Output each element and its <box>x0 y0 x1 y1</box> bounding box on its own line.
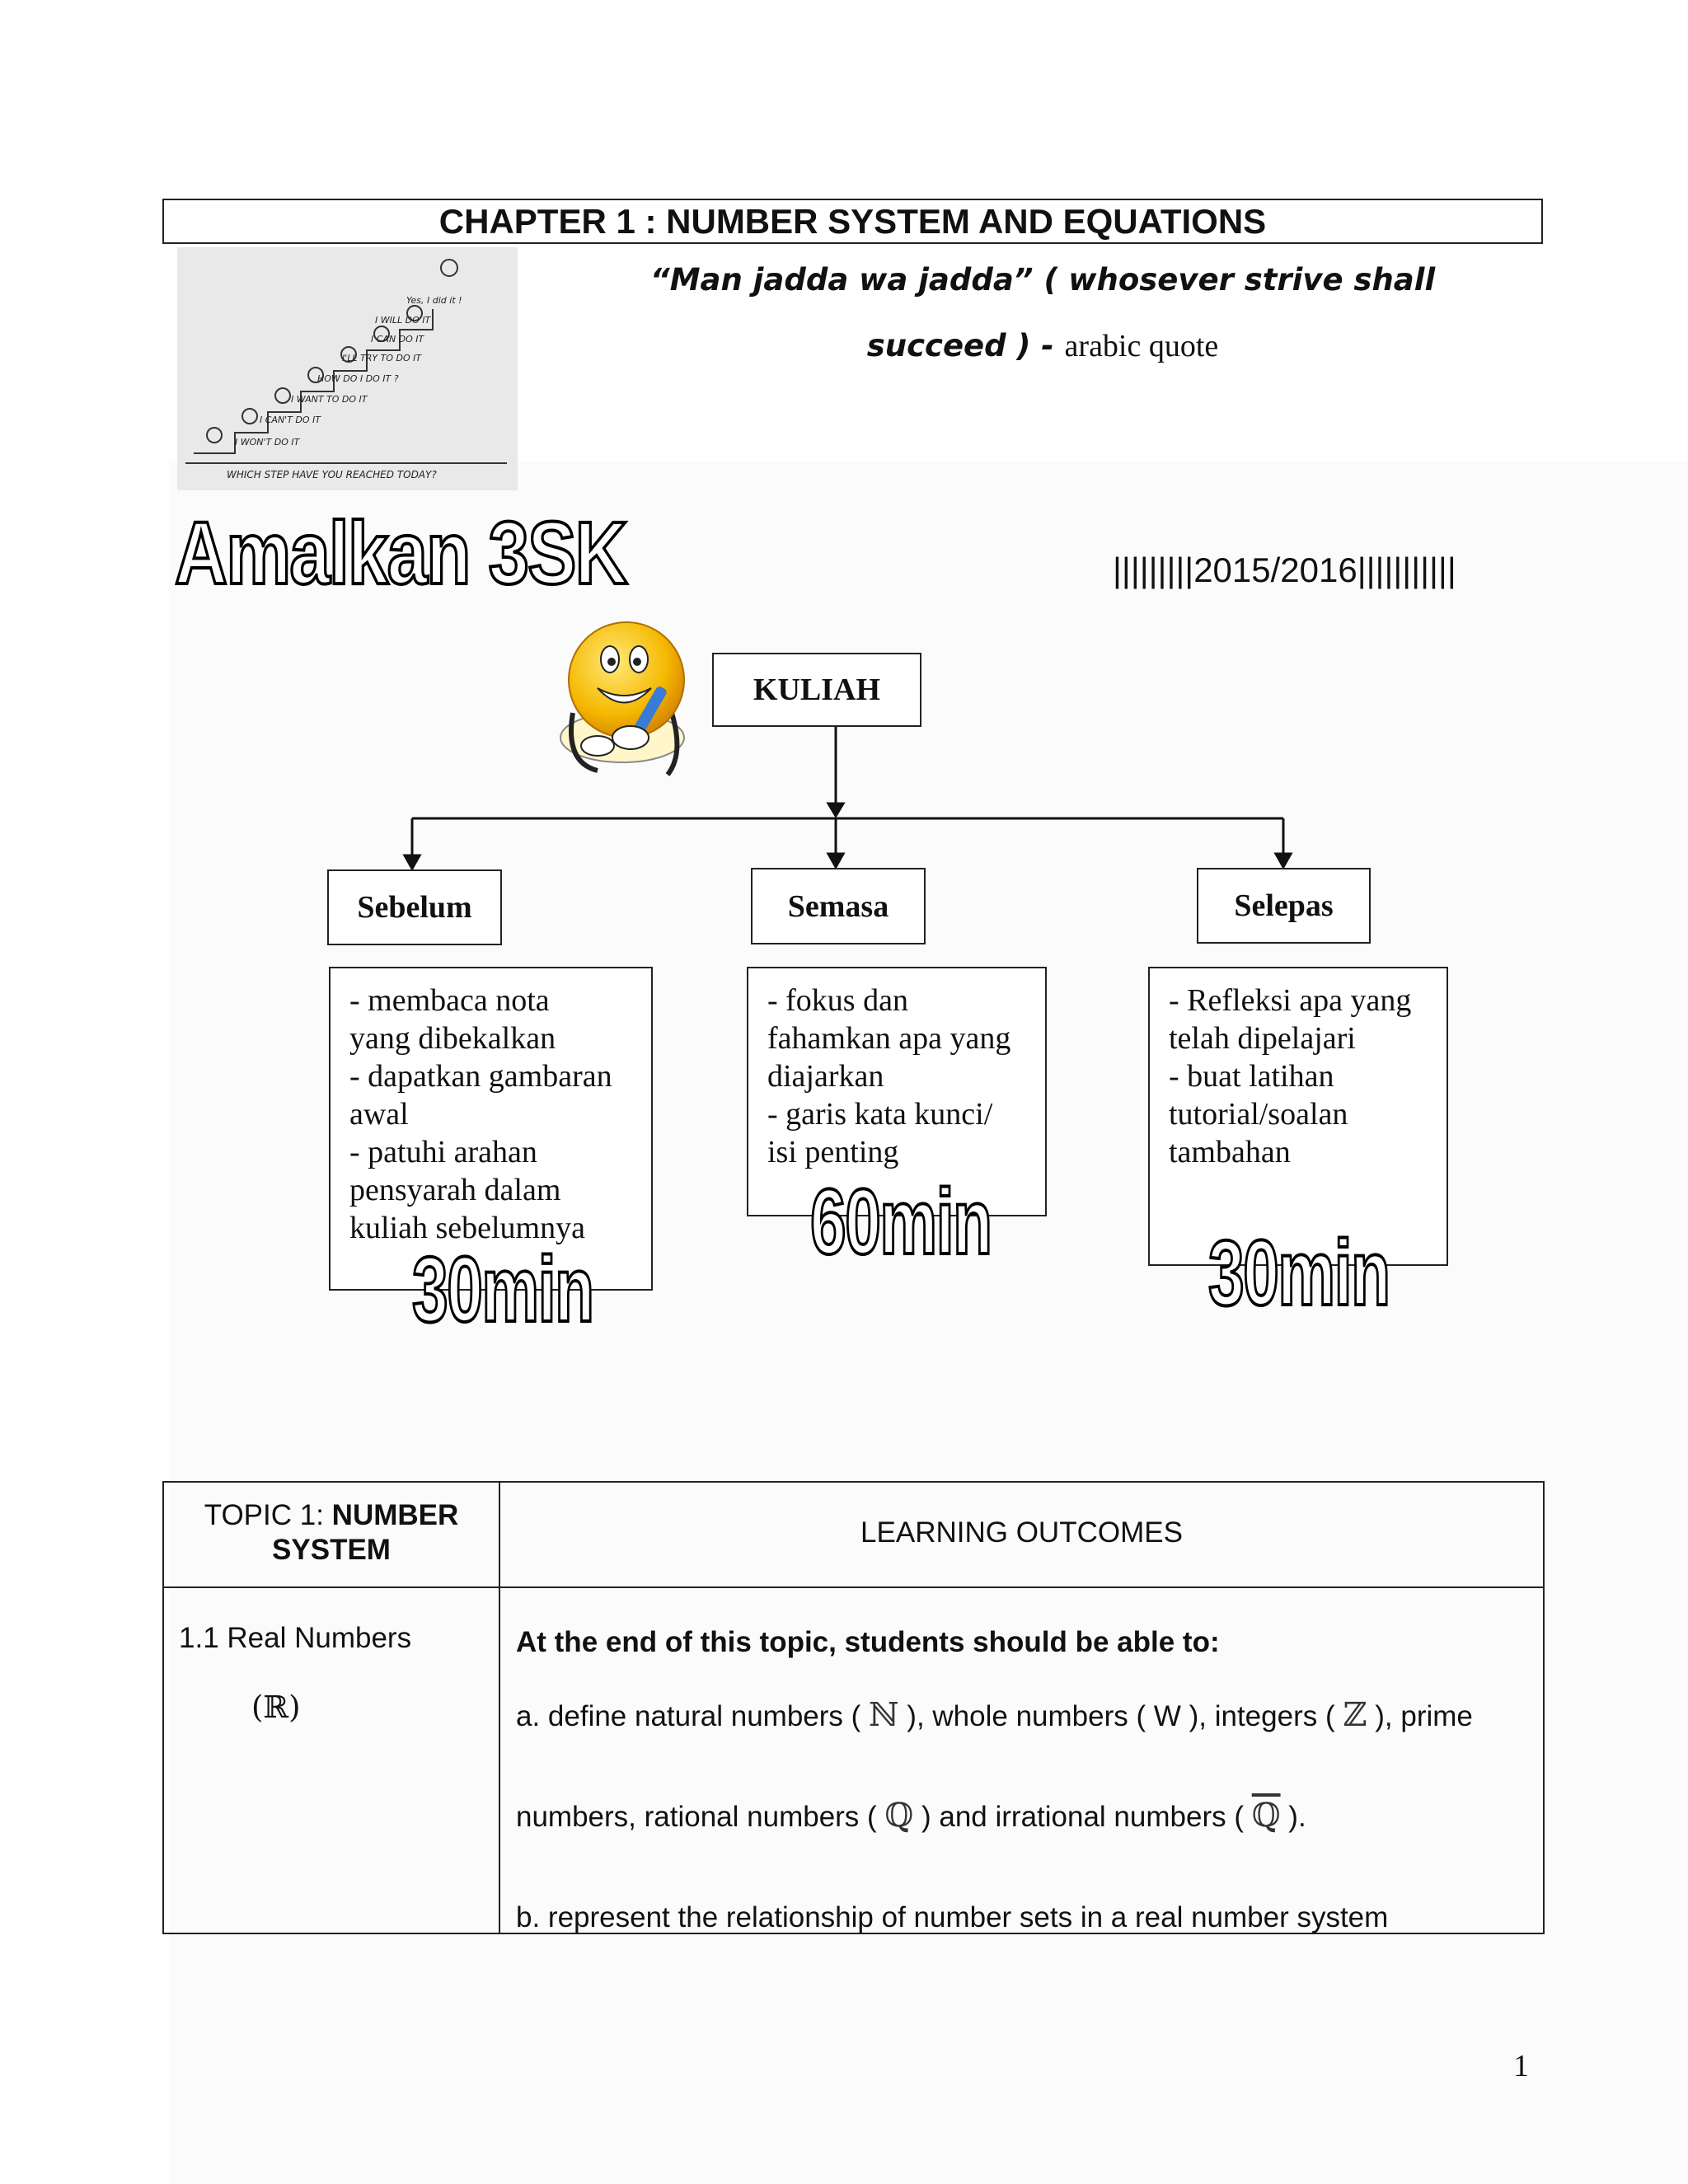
outcome-a-text-1: a. define natural numbers ( <box>516 1700 870 1732</box>
semasa-line: fahamkan apa yang <box>767 1021 1011 1056</box>
step-1-label: I WON'T DO IT <box>235 437 300 448</box>
step-2-label: I CAN'T DO IT <box>260 415 321 425</box>
rational-numbers-symbol: ℚ <box>884 1797 914 1835</box>
sebelum-line: awal <box>349 1097 409 1132</box>
outcomes-header: LEARNING OUTCOMES <box>860 1516 1183 1549</box>
table-header-divider <box>162 1586 1545 1588</box>
outcome-a-text-3: ), prime <box>1367 1700 1473 1732</box>
outcome-a-text-4: numbers, rational numbers ( <box>516 1801 885 1833</box>
selepas-line: tutorial/soalan <box>1169 1097 1348 1132</box>
stairs-caption: WHICH STEP HAVE YOU REACHED TODAY? <box>227 469 437 480</box>
semasa-duration: 60min <box>810 1170 992 1273</box>
quote-source: arabic quote <box>1064 329 1219 363</box>
topic-header <box>171 1498 492 1568</box>
quote-line-1: “Man jadda wa jadda” ( whosever strive shall <box>649 262 1436 298</box>
selepas-line: telah dipelajari <box>1169 1021 1356 1056</box>
integers-symbol: ℤ <box>1343 1696 1367 1734</box>
subtopic-label: 1.1 Real Numbers <box>179 1622 412 1654</box>
step-3-label: I WANT TO DO IT <box>291 394 368 405</box>
topic-prefix: TOPIC 1: <box>204 1499 332 1531</box>
outcome-a-text-5: ) and irrational numbers ( <box>913 1801 1252 1833</box>
real-numbers-symbol: (ℝ) <box>251 1690 301 1725</box>
step-5-label: I'LL TRY TO DO IT <box>342 353 422 363</box>
sebelum-line: - membaca nota <box>349 983 550 1018</box>
outcome-b: b. represent the relationship of number sets in a real number system <box>516 1901 1389 1933</box>
selepas-line: - Refleksi apa yang <box>1169 983 1412 1018</box>
outcomes-intro: At the end of this topic, students should be able to: <box>516 1626 1220 1658</box>
slogan-amalkan-3sk: Amalkan 3SK <box>175 503 627 602</box>
quote-line-2-text: succeed ) - <box>866 328 1054 363</box>
natural-numbers-symbol: ℕ <box>869 1696 899 1734</box>
sebelum-line: pensyarah dalam <box>349 1173 561 1207</box>
topic-header-line-2 <box>171 1533 492 1568</box>
outcome-a-line-2 <box>516 1797 1306 1835</box>
semasa-line: - garis kata kunci/ <box>767 1097 993 1132</box>
step-4-label: HOW DO I DO IT ? <box>317 373 399 384</box>
topic-bold-2: SYSTEM <box>272 1534 391 1566</box>
step-8-label: Yes, I did it ! <box>406 295 462 306</box>
chapter-title: CHAPTER 1 : NUMBER SYSTEM AND EQUATIONS <box>162 199 1543 244</box>
sebelum-line: kuliah sebelumnya <box>349 1211 585 1245</box>
irrational-numbers-symbol: ℚ <box>1251 1797 1281 1835</box>
sebelum-line: - patuhi arahan <box>349 1135 537 1169</box>
selepas-box: Selepas <box>1197 868 1371 944</box>
session-year: |||||||||2015/2016||||||||||| <box>1113 551 1456 589</box>
page-number: 1 <box>1513 2049 1529 2083</box>
sebelum-line: yang dibekalkan <box>349 1021 556 1056</box>
topic-bold-1: NUMBER <box>331 1499 459 1531</box>
selepas-line: tambahan <box>1169 1135 1291 1169</box>
sebelum-box: Sebelum <box>327 869 502 945</box>
semasa-line: isi penting <box>767 1135 899 1169</box>
sebelum-line: - dapatkan gambaran <box>349 1059 612 1094</box>
selepas-duration: 30min <box>1208 1221 1390 1324</box>
topic-header-line-1 <box>171 1498 492 1533</box>
outcome-a-text-6: ). <box>1280 1801 1306 1833</box>
step-7-label: I WILL DO IT <box>375 315 431 326</box>
kuliah-box: KULIAH <box>712 653 921 727</box>
selepas-line: - buat latihan <box>1169 1059 1334 1094</box>
outcome-a-text-2: ), whole numbers ( W ), integers ( <box>898 1700 1343 1732</box>
semasa-line: diajarkan <box>767 1059 884 1094</box>
step-6-label: I CAN DO IT <box>371 334 424 344</box>
semasa-box: Semasa <box>751 868 926 944</box>
semasa-line: - fokus dan <box>767 983 908 1018</box>
sebelum-duration: 30min <box>412 1238 593 1341</box>
outcome-a-line-1 <box>516 1696 1473 1734</box>
